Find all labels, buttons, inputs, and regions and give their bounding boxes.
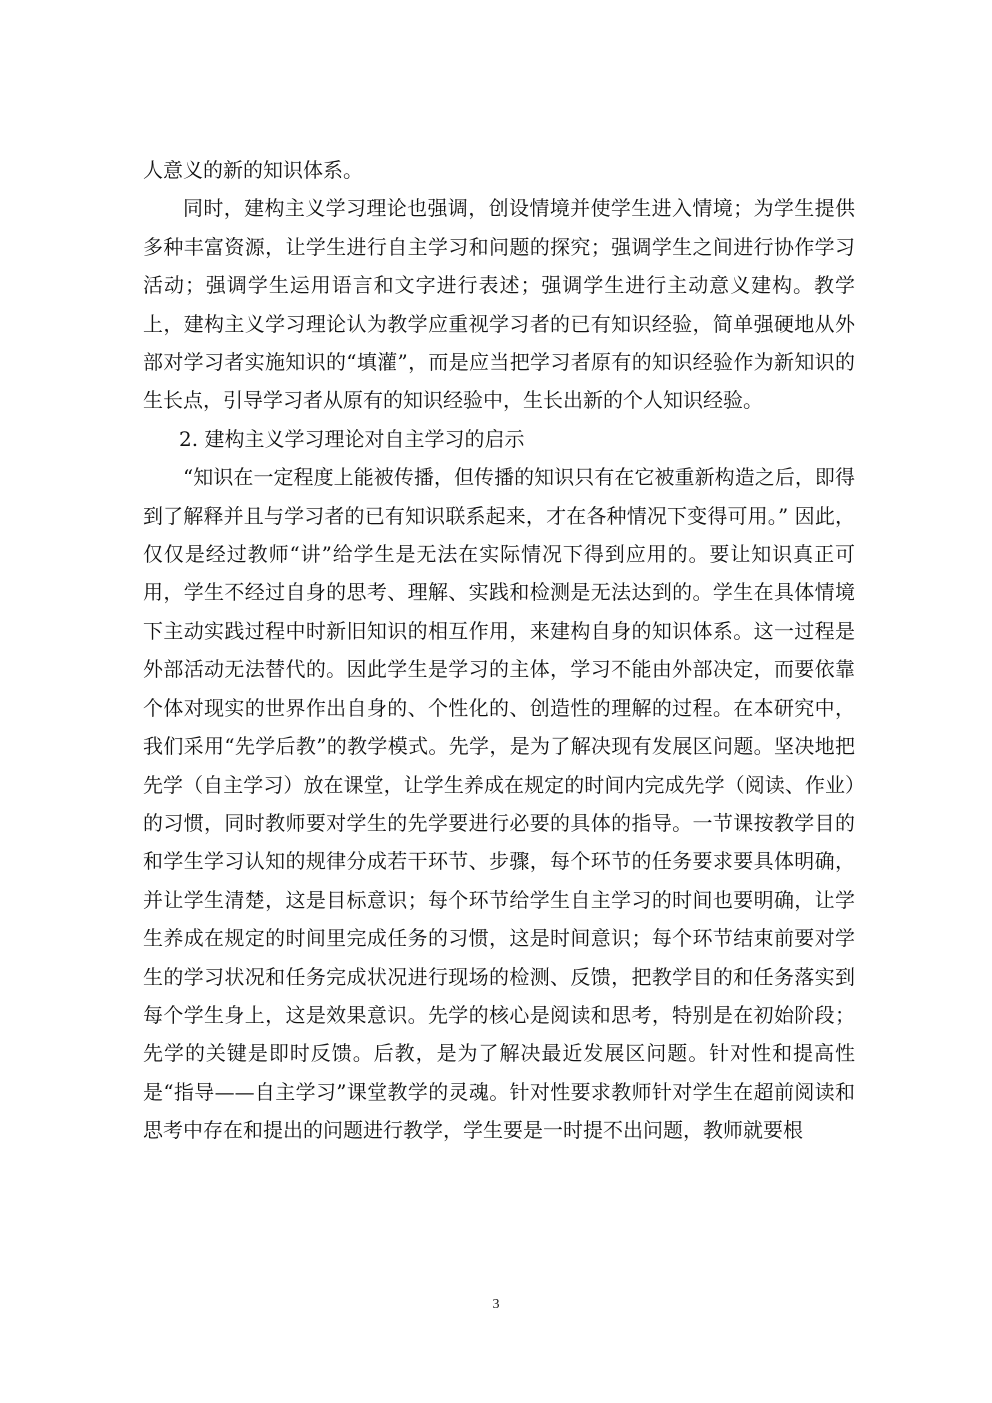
paragraph-continuation: 人意义的新的知识体系。 [143, 158, 363, 182]
page-number: 3 [492, 1297, 500, 1312]
body-text [143, 151, 855, 1150]
section-heading: 2. 建构主义学习理论对自主学习的启示 [179, 426, 525, 451]
paragraph-constructivism-emphasis: 同时，建构主义学习理论也强调，创设情境并使学生进入情境；为学生提供多种丰富资源，让学生进行自主学习和问题的探究；强调学生之间进行协作学习活动；强调学生运用语言和文字进行表述；强调学生进行主动意义建构。教学上，建构主义学习理论认为教学应重视学习者的已有知识经验，简单强硬地从外部对学习者实施知识的“填灌”，而是应当把学习者原有的知识经验作为新知识的生长点，引导学习者从原有的知识经验中，生长出新的个人知识经验。 [143, 196, 855, 413]
paragraph-enlightenment: “知识在一定程度上能被传播，但传播的知识只有在它被重新构造之后，即得到了解释并且与学习者的已有知识联系起来，才在各种情况下变得可用。” 因此，仅仅是经过教师“讲”给学生是无法在实际情况下得到应用的。要让知识真正可用，学生不经过自身的思考、理解、实践和检测是无法达到的。学生在具体情境下主动实践过程中时新旧知识的相互作用，来建构自身的知识体系。这一过程是外部活动无法替代的。因此学生是学习的主体，学习不能由外部决定，而要依靠个体对现实的世界作出自身的、个性化的、创造性的理解的过程。在本研究中，我们采用“先学后教”的教学模式。先学，是为了解决现有发展区问题。坚决地把先学（自主学习）放在课堂，让学生养成在规定的时间内完成先学（阅读、作业）的习惯，同时教师要对学生的先学要进行必要的具体的指导。一节课按教学目的和学生学习认知的规律分成若干环节、步骤，每个环节的任务要求要具体明确，并让学生清楚，这是目标意识；每个环节给学生自主学习的时间也要明确，让学生养成在规定的时间里完成任务的习惯，这是时间意识；每个环节结束前要对学生的学习状况和任务完成状况进行现场的检测、反馈，把教学目的和任务落实到每个学生身上，这是效果意识。先学的核心是阅读和思考，特别是在初始阶段；先学的关键是即时反馈。后教，是为了解决最近发展区问题。针对性和提高性是“指导——自主学习”课堂教学的灵魂。针对性要求教师针对学生在超前阅读和思考中存在和提出的问题进行教学，学生要是一时提不出问题，教师就要根 [143, 465, 855, 1143]
